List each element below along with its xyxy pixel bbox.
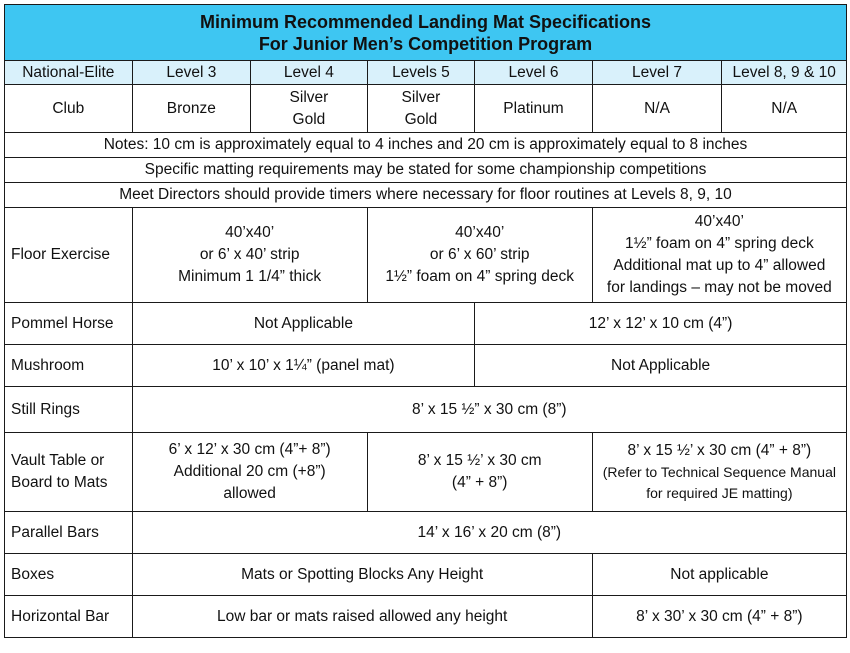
floor-col-2 [367, 208, 592, 303]
boxes-right: Not applicable [592, 554, 846, 596]
event-label: Mushroom [5, 345, 133, 387]
boxes-row [5, 554, 847, 596]
spec-line: 1½” foam on 4” spring deck [385, 268, 575, 285]
event-label: Floor Exercise [5, 208, 133, 303]
spec-line: Additional mat up to 4” allowed [613, 257, 826, 274]
title-line-2: For Junior Men’s Competition Program [258, 33, 593, 54]
spec-line: for landings – may not be moved [606, 279, 832, 296]
club-silver: Silver [289, 88, 329, 106]
event-label-line: Board to Mats [11, 474, 108, 491]
club-na: N/A [722, 85, 847, 133]
vault-col-3 [592, 433, 846, 512]
spec-line: 8’ x 15 ½’ x 30 cm (4” + 8”) [627, 442, 812, 459]
spec-line: (Refer to Technical Sequence Manual [602, 464, 836, 480]
pommel-right: 12’ x 12’ x 10 cm (4”) [475, 303, 847, 345]
club-na: N/A [592, 85, 722, 133]
table-title [5, 5, 847, 61]
note-text: Meet Directors should provide timers where necessary for floor routines at Levels 8, 9, 10 [5, 183, 847, 208]
vault-col-2 [367, 433, 592, 512]
spec-line: (4” + 8”) [451, 474, 508, 491]
floor-col-1 [132, 208, 367, 303]
header-cell: National-Elite [5, 61, 133, 85]
header-cell: Level 6 [475, 61, 593, 85]
spec-line: Additional 20 cm (+8”) [173, 463, 326, 480]
header-row [5, 61, 847, 85]
club-silver-gold [367, 85, 475, 133]
vault-col-1 [132, 433, 367, 512]
rings-value: 8’ x 15 ½” x 30 cm (8”) [132, 387, 846, 433]
pbars-value: 14’ x 16’ x 20 cm (8”) [132, 512, 846, 554]
mushroom-left: 10’ x 10’ x 1¼” (panel mat) [132, 345, 475, 387]
mushroom-row [5, 345, 847, 387]
note-row [5, 133, 847, 158]
spec-line: 1½” foam on 4” spring deck [625, 235, 814, 252]
event-label: Parallel Bars [5, 512, 133, 554]
club-gold: Gold [292, 110, 326, 128]
note-row [5, 183, 847, 208]
event-label-line: Vault Table or [11, 452, 105, 469]
event-label: Still Rings [5, 387, 133, 433]
event-label [5, 433, 133, 512]
event-label: Boxes [5, 554, 133, 596]
pommel-row [5, 303, 847, 345]
mushroom-right: Not Applicable [475, 345, 847, 387]
pommel-left: Not Applicable [132, 303, 475, 345]
spec-line: 40’x40’ [694, 213, 744, 230]
spec-line: 6’ x 12’ x 30 cm (4”+ 8”) [168, 441, 331, 458]
spec-line: Minimum 1 1/4” thick [178, 268, 322, 285]
header-cell: Level 8, 9 & 10 [722, 61, 847, 85]
club-silver: Silver [401, 88, 441, 106]
floor-col-3 [592, 208, 846, 303]
spec-line: 40’x40’ [455, 224, 505, 241]
mat-spec-table [4, 4, 847, 638]
hbar-row [5, 596, 847, 638]
club-platinum: Platinum [475, 85, 593, 133]
rings-row [5, 387, 847, 433]
floor-row [5, 208, 847, 303]
club-label: Club [5, 85, 133, 133]
spec-line: 8’ x 15 ½’ x 30 cm [417, 452, 542, 469]
header-cell: Levels 5 [367, 61, 475, 85]
note-row [5, 158, 847, 183]
spec-line: or 6’ x 40’ strip [199, 246, 300, 263]
hbar-left: Low bar or mats raised allowed any height [132, 596, 592, 638]
event-label: Horizontal Bar [5, 596, 133, 638]
spec-line: for required JE matting) [646, 485, 793, 501]
event-label: Pommel Horse [5, 303, 133, 345]
club-bronze: Bronze [132, 85, 251, 133]
spec-line: allowed [223, 485, 276, 502]
spec-line: 40’x40’ [225, 224, 275, 241]
hbar-right: 8’ x 30’ x 30 cm (4” + 8”) [592, 596, 846, 638]
title-line-1: Minimum Recommended Landing Mat Specifications [199, 11, 652, 32]
club-gold: Gold [404, 110, 438, 128]
club-row [5, 85, 847, 133]
boxes-left: Mats or Spotting Blocks Any Height [132, 554, 592, 596]
vault-row [5, 433, 847, 512]
spec-line: or 6’ x 60’ strip [429, 246, 530, 263]
header-cell: Level 7 [592, 61, 722, 85]
header-cell: Level 3 [132, 61, 251, 85]
note-text: Notes: 10 cm is approximately equal to 4 inches and 20 cm is approximately equal to 8 inches [5, 133, 847, 158]
note-text: Specific matting requirements may be stated for some championship competitions [5, 158, 847, 183]
pbars-row [5, 512, 847, 554]
club-silver-gold [251, 85, 368, 133]
header-cell: Level 4 [251, 61, 368, 85]
